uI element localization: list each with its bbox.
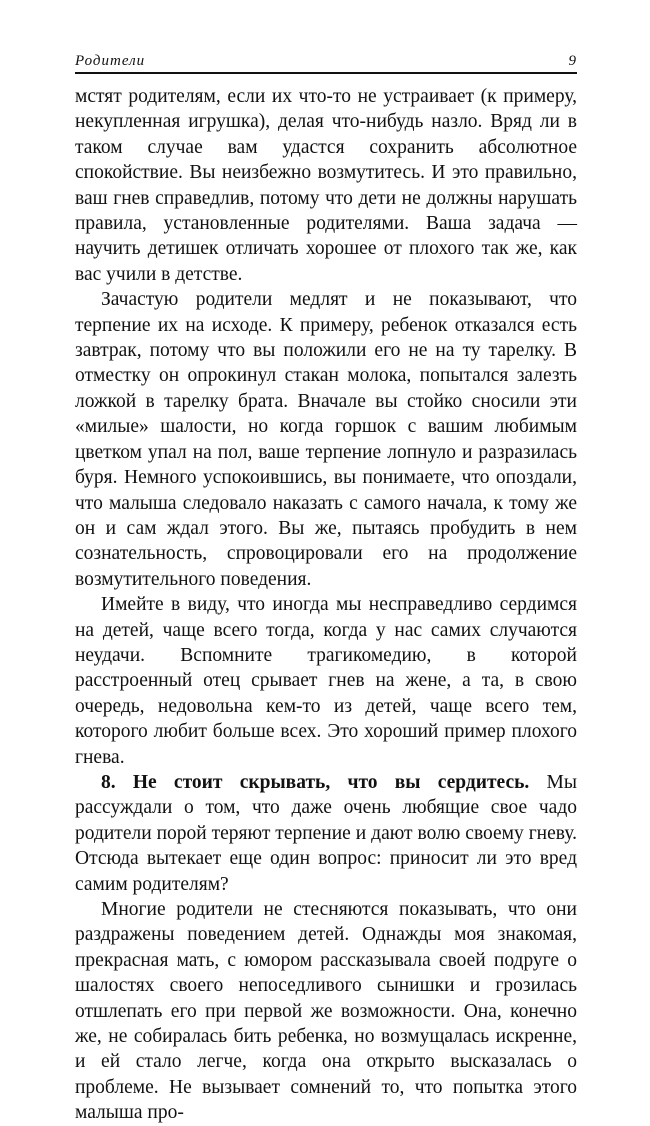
paragraph-5: Многие родители не стесняются показывать, что они раздражены поведением детей. Однажды моя знакомая, прекрасная мать, с юмором рассказывала своей подруге о шалостях своего непоседливого сынишки и грозилась отшлепать его при первой же возможности. Она, конечно же, не собиралась бить ребенка, но возмущалась искренне, и ей стало легче, когда она открыто высказалась о проблеме. Не вызывает сомнений то, что попытка этого малыша про- xyxy=(75,899,577,1124)
section-heading: 8. Не стоит скрывать, что вы сердитесь. xyxy=(101,771,530,793)
running-title: Родители xyxy=(75,53,146,69)
book-page xyxy=(75,52,577,1126)
paragraph-4 xyxy=(75,770,577,897)
paragraph-4-text: Мы рассуждали о том, что даже очень любящие свое чадо родители порой теряют терпение и дают волю своему гневу. Отсюда вытекает еще один вопрос: приносит ли это вред самим родителям? xyxy=(75,771,577,895)
paragraph-3: Имейте в виду, что иногда мы несправедливо сердимся на детей, чаще всего тогда, когда у нас самих случаются неудачи. Вспомните трагикомедию, в которой расстроенный отец срывает гнев на жене, а та, в свою очередь, недовольна кем-то из детей, чаще всего тем, которого любит больше всех. Это хороший пример плохого гнева. xyxy=(75,594,577,768)
page-number: 9 xyxy=(568,53,577,69)
running-header xyxy=(75,52,577,74)
paragraph-2: Зачастую родители медлят и не показывают, что терпение их на исходе. К примеру, ребенок отказался есть завтрак, потому что вы положили его не на ту тарелку. В отместку он опрокинул стакан молока, попытался залезть ложкой в тарелку брата. Вначале вы стойко сносили эти «милые» шалости, но когда горшок с вашим любимым цветком упал на пол, ваше терпение лопнуло и разразилась буря. Немного успокоившись, вы понимаете, что опоздали, что малыша следовало наказать с самого начала, к тому же он и сам ждал этого. Вы же, пытаясь пробудить в нем сознательность, спровоцировали его на продолжение возмутительного поведения. xyxy=(75,289,577,590)
page-body xyxy=(75,84,577,1126)
paragraph-1: мстят родителям, если их что-то не устраивает (к примеру, некупленная игрушка), делая что-нибудь назло. Вряд ли в таком случае вам удастся сохранить абсолютное спокойствие. Вы неизбежно возмутитесь. И это правильно, ваш гнев справедлив, потому что дети не должны нарушать правила, установленные родителями. Ваша задача — научить детишек отличать хорошее от плохого так же, как вас учили в детстве. xyxy=(75,86,577,285)
